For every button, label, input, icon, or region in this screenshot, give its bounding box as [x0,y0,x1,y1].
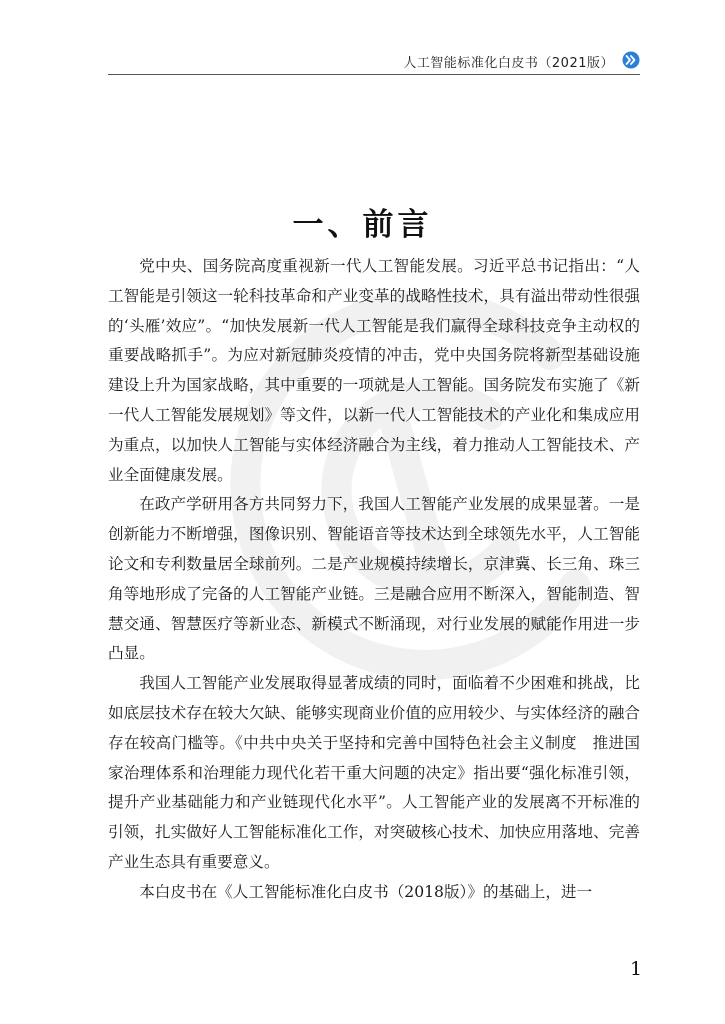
paragraph-4: 本白皮书在《人工智能标准化白皮书（2018版）》的基础上，进一 [139,882,593,901]
header-icon-circle [623,52,640,69]
page-number: 1 [629,958,643,980]
body-text [108,252,640,908]
page-header [108,50,640,75]
double-chevron-right-icon [622,51,640,69]
paragraph-2: 在政产学研用各方共同努力下，我国人工智能产业发展的成果显著。一是创新能力不断增强，图像识别、智能语音等技术达到全球领先水平，人工智能论文和专利数量居全球前列。二是产业规模持续增长，京津冀、长三角、珠三角等地形成了完备的人工智能产业链。三是融合应用不断深入，智能制造、智慧交通、智慧医疗等新业态、新模式不断涌现，对行业发展的赋能作用进一步凸显。 [108,495,640,663]
paragraph-3: 我国人工智能产业发展取得显著成绩的同时，面临着不少困难和挑战，比如底层技术存在较大欠缺、能够实现商业价值的应用较少、与实体经济的融合存在较高门槛等。《中共中央关于坚持和完善中国特色社会主义制度 推进国家治理体系和治理能力现代化若干重大问题的决定》指出要“强化标准引领，提升产业基础能力和产业链现代化水平”。人工智能产业的发展离不开标准的引领，扎实做好人工智能标准化工作，对突破核心技术、加快应用落地、完善产业生态具有重要意义。 [108,674,640,871]
paragraph-1: 党中央、国务院高度重视新一代人工智能发展。习近平总书记指出：“人工智能是引领这一轮科技革命和产业变革的战略性技术，具有溢出带动性很强的‘头雁’效应”。“加快发展新一代人工智能是我们赢得全球科技竞争主动权的重要战略抓手”。为应对新冠肺炎疫情的冲击，党中央国务院将新型基础设施建设上升为国家战略，其中重要的一项就是人工智能。国务院发布实施了《新一代人工智能发展规划》等文件，以新一代人工智能技术的产业化和集成应用为重点，以加快人工智能与实体经济融合为主线，着力推动人工智能技术、产业全面健康发展。 [108,257,640,484]
chapter-title: 一、前言 [292,206,433,243]
header-title: 人工智能标准化白皮书（2021版） [403,56,614,71]
